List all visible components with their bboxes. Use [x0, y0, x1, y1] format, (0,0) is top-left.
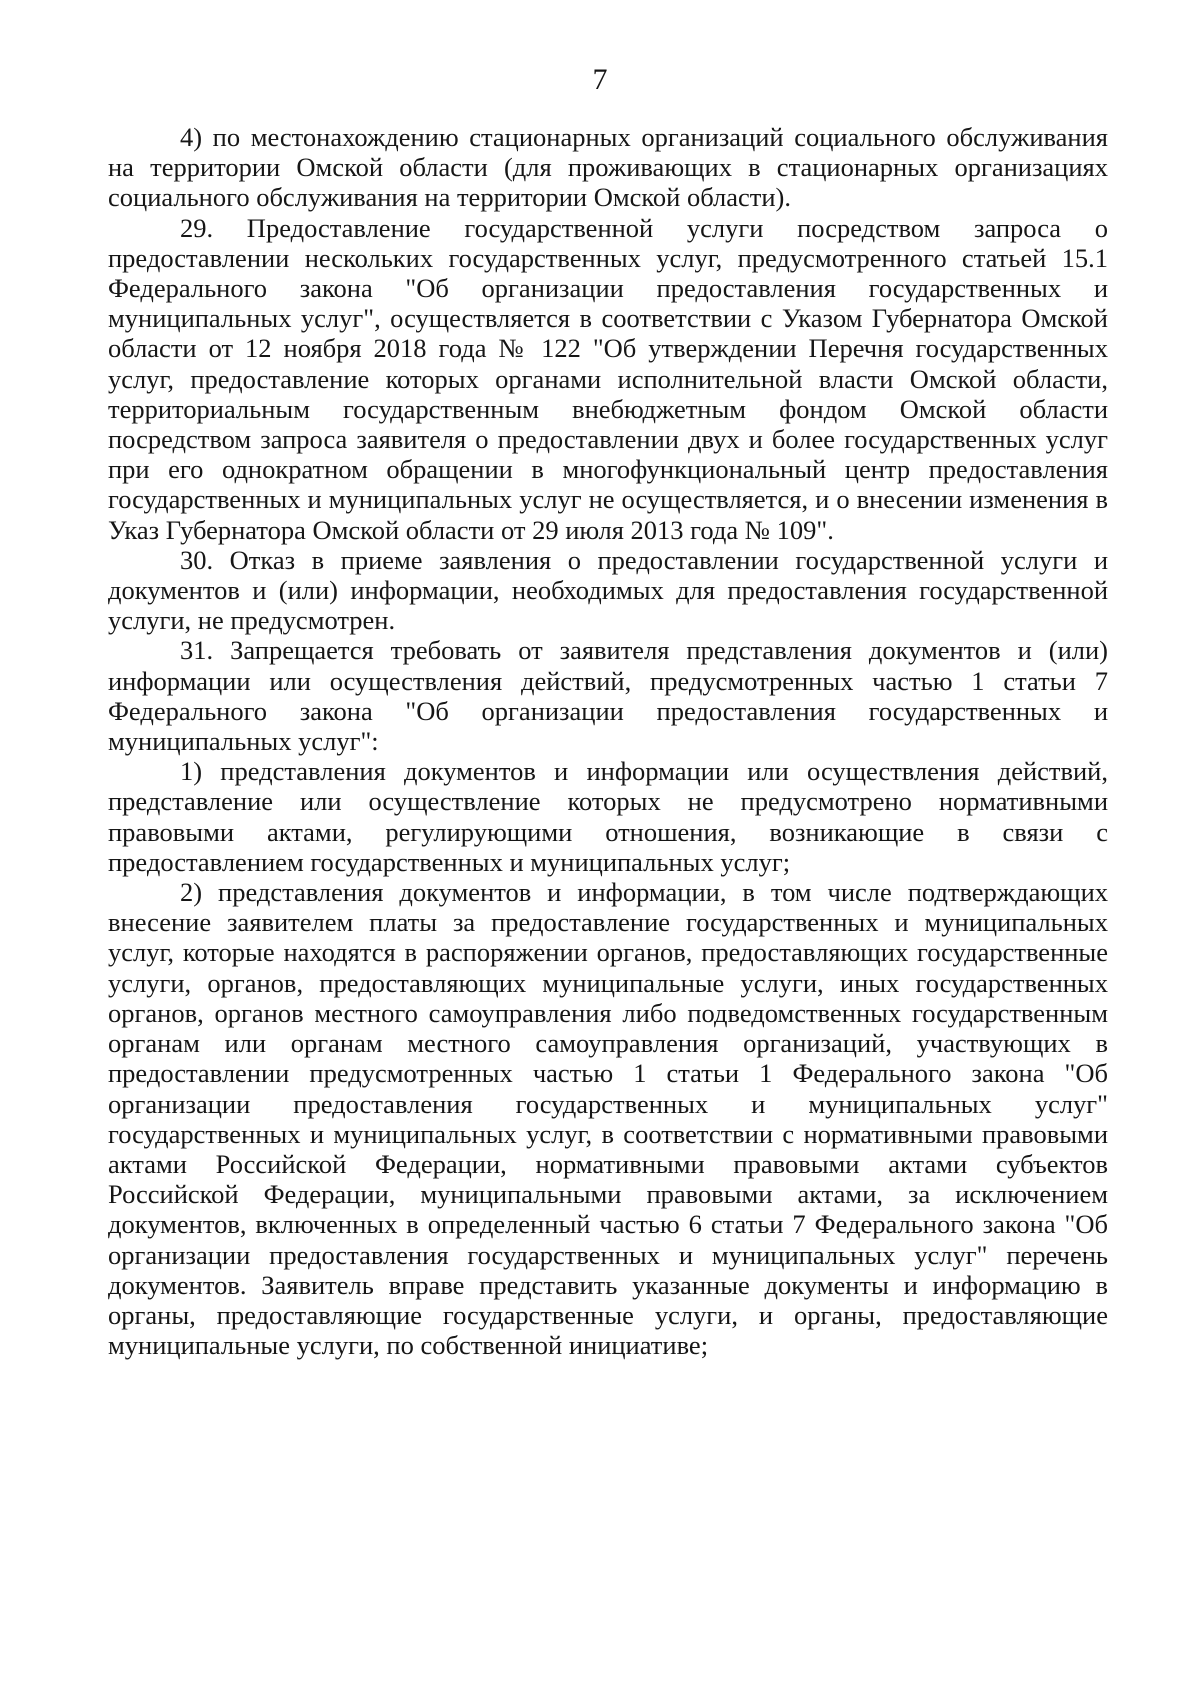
paragraph-30: 30. Отказ в приеме заявления о предоставлении государственной услуги и документов и (или) информации, необходимых для предоставления государственной услуги, не предусмотрен. — [108, 544, 1108, 636]
page-number: 7 — [592, 63, 608, 96]
paragraph-29: 29. Предоставление государственной услуги посредством запроса о предоставлении нескольких государственных услуг, предусмотренного статьей 15.1 Федерального закона "Об организации предоставления государственных и муниципальных услуг", осуществляется в соответствии с Указом Губернатора Омской области от 12 ноября 2018 года № 122 "Об утверждении Перечня государственных услуг, предоставление которых органами исполнительной власти Омской области, территориальным государственным внебюджетным фондом Омской области посредством запроса заявителя о предоставлении двух и более государственных услуг при его однократном обращении в многофункциональный центр предоставления государственных и муниципальных услуг не осуществляется, и о внесении изменения в Указ Губернатора Омской области от 29 июля 2013 года № 109". — [108, 212, 1108, 545]
paragraph-31-item-2: 2) представления документов и информации, в том числе подтверждающих внесение заявителем платы за предоставление государственных и муниципальных услуг, которые находятся в распоряжении органов, предоставляющих государственные услуги, органов, предоставляющих муниципальные услуги, иных государственных органов, органов местного самоуправления либо подведомственных государственным органам или органам местного самоуправления организаций, участвующих в предоставлении предусмотренных частью 1 статьи 1 Федерального закона "Об организации предоставления государственных и муниципальных услуг" государственных и муниципальных услуг, в соответствии с нормативными правовыми актами Российской Федерации, нормативными правовыми актами субъектов Российской Федерации, муниципальными правовыми актами, за исключением документов, включенных в определенный частью 6 статьи 7 Федерального закона "Об организации предоставления государственных и муниципальных услуг" перечень документов. Заявитель вправе представить указанные документы и информацию в органы, предоставляющие государственные услуги, и органы, предоставляющие муниципальные услуги, по собственной инициативе; — [108, 877, 1108, 1361]
paragraph-item-4: 4) по местонахождению стационарных организаций социального обслуживания на территории Омской области (для проживающих в стационарных организациях социального обслуживания на территории Омской области). — [108, 122, 1108, 213]
paragraph-31: 31. Запрещается требовать от заявителя представления документов и (или) информации или осуществления действий, предусмотренных частью 1 статьи 7 Федерального закона "Об организации предоставления государственных и муниципальных услуг": — [108, 635, 1108, 757]
paragraph-31-item-1: 1) представления документов и информации или осуществления действий, представление или осуществление которых не предусмотрено нормативными правовыми актами, регулирующими отношения, возникающие в связи с предоставлением государственных и муниципальных услуг; — [108, 756, 1108, 877]
document-body — [108, 122, 1108, 1360]
